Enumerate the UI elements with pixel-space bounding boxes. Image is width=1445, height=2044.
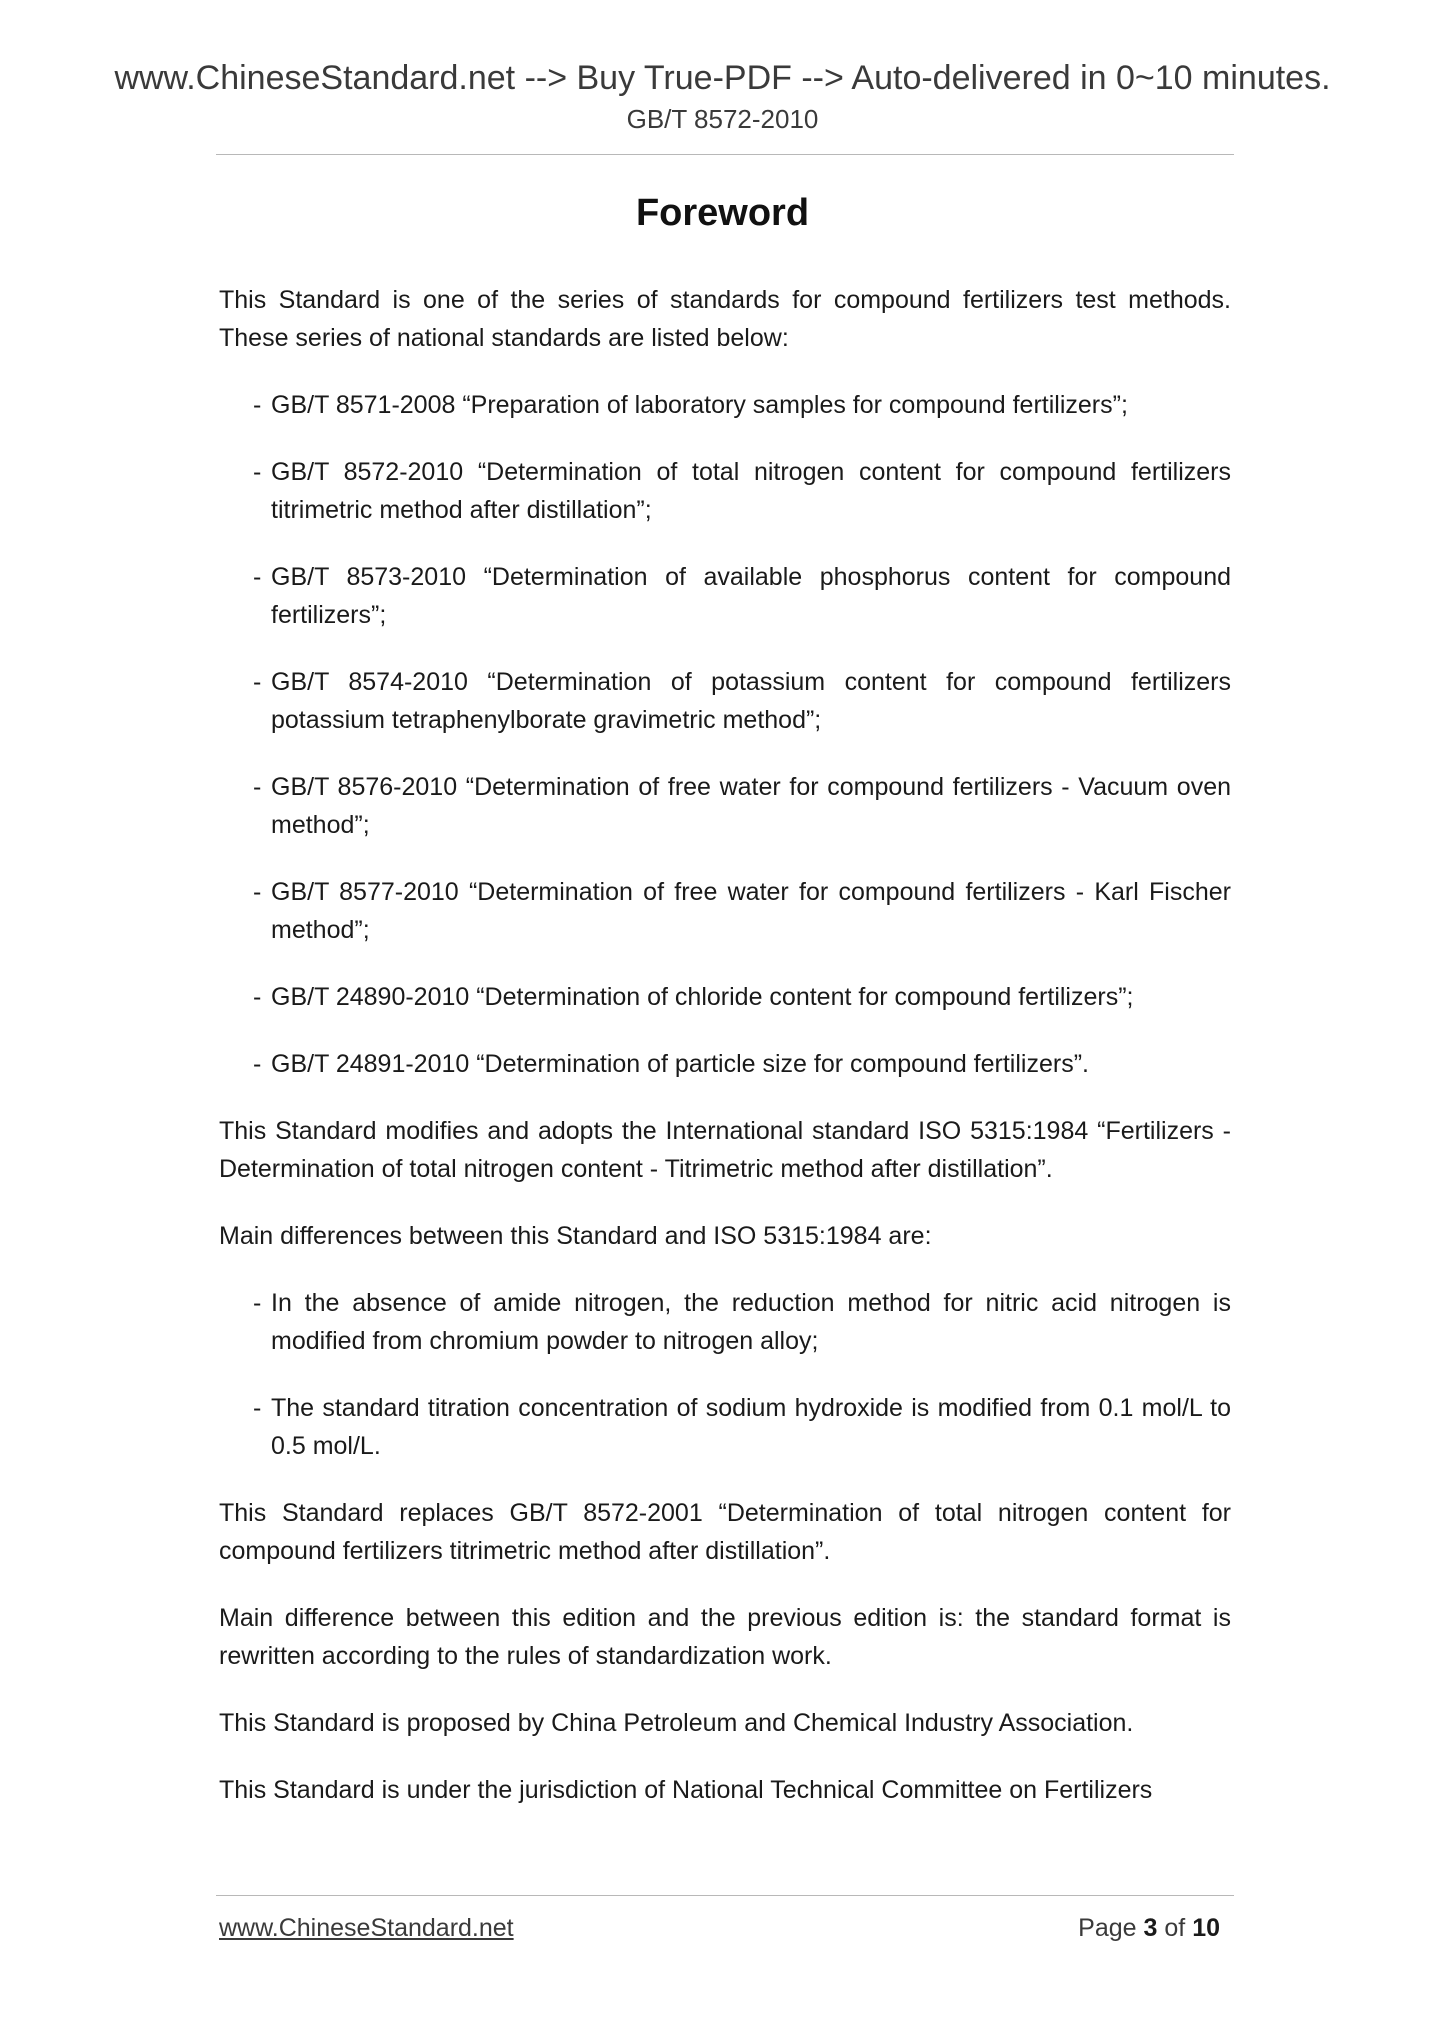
edition-difference-paragraph: Main difference between this edition and the previous edition is: the standard format is rewritten according to the rules of standardization work.: [219, 1604, 1231, 1670]
list-dash: -: [253, 1394, 262, 1422]
list-dash: -: [253, 391, 262, 419]
list-item-text: GB/T 8576-2010 “Determination of free water for compound fertilizers - Vacuum oven method”;: [271, 773, 1231, 839]
page-of: of: [1164, 1914, 1186, 1942]
footer-website-link[interactable]: www.ChineseStandard.net: [219, 1914, 514, 1942]
list-item: [219, 978, 1231, 1016]
list-item: [219, 873, 1231, 949]
list-item: [219, 1284, 1231, 1360]
source-banner: www.ChineseStandard.net --> Buy True-PDF --> Auto-delivered in 0~10 minutes.: [114, 59, 1331, 97]
list-item: [219, 558, 1231, 634]
differences-intro: Main differences between this Standard and ISO 5315:1984 are:: [219, 1222, 932, 1250]
page-total: 10: [1192, 1914, 1220, 1942]
list-item-text: GB/T 24891-2010 “Determination of particle size for compound fertilizers”.: [271, 1050, 1089, 1078]
jurisdiction-paragraph: This Standard is under the jurisdiction of National Technical Committee on Fertilizers: [219, 1776, 1153, 1804]
list-item-text: GB/T 8573-2010 “Determination of available phosphorus content for compound fertilizers”;: [271, 563, 1231, 629]
list-dash: -: [253, 878, 262, 906]
header-divider: [216, 154, 1234, 155]
standard-code: GB/T 8572-2010: [626, 104, 819, 134]
list-item-text: In the absence of amide nitrogen, the reduction method for nitric acid nitrogen is modified from chromium powder to nitrogen alloy;: [271, 1289, 1231, 1355]
replaces-paragraph: This Standard replaces GB/T 8572-2001 “Determination of total nitrogen content for compound fertilizers titrimetric method after distillation”.: [219, 1499, 1231, 1565]
list-item-text: GB/T 8577-2010 “Determination of free water for compound fertilizers - Karl Fischer method”;: [271, 878, 1231, 944]
page-current: 3: [1143, 1914, 1158, 1942]
list-dash: -: [253, 563, 262, 591]
list-dash: -: [253, 1289, 262, 1317]
list-item: [219, 1045, 1231, 1083]
proposed-by-paragraph: This Standard is proposed by China Petroleum and Chemical Industry Association.: [219, 1709, 1134, 1737]
list-dash: -: [253, 668, 262, 696]
list-dash: -: [253, 1050, 262, 1078]
page-number: [1078, 1914, 1220, 1943]
page-title: Foreword: [635, 192, 810, 234]
list-item-text: GB/T 8574-2010 “Determination of potassium content for compound fertilizers potassium tetraphenylborate gravimetric method”;: [271, 668, 1231, 734]
list-item-text: GB/T 24890-2010 “Determination of chloride content for compound fertilizers”;: [271, 983, 1134, 1011]
list-item: [219, 768, 1231, 844]
list-item-text: GB/T 8572-2010 “Determination of total nitrogen content for compound fertilizers titrimetric method after distillation”;: [271, 458, 1231, 524]
list-dash: -: [253, 983, 262, 1011]
adoption-paragraph: This Standard modifies and adopts the International standard ISO 5315:1984 “Fertilizers - Determination of total nitrogen content - Titrimetric method after distillation”.: [219, 1117, 1231, 1183]
list-dash: -: [253, 458, 262, 486]
list-item: [219, 386, 1231, 424]
series-list: [219, 386, 1231, 1083]
list-item: [219, 1389, 1231, 1465]
differences-list: [219, 1284, 1231, 1465]
list-item-text: GB/T 8571-2008 “Preparation of laboratory samples for compound fertilizers”;: [271, 391, 1128, 419]
list-item: [219, 453, 1231, 529]
list-item: [219, 663, 1231, 739]
footer-divider: [216, 1895, 1234, 1896]
list-item-text: The standard titration concentration of sodium hydroxide is modified from 0.1 mol/L to 0.5 mol/L.: [271, 1394, 1231, 1460]
page-label: Page: [1078, 1914, 1137, 1942]
intro-paragraph: This Standard is one of the series of standards for compound fertilizers test methods. These series of national standards are listed below:: [219, 286, 1231, 352]
list-dash: -: [253, 773, 262, 801]
foreword-body: [219, 281, 1231, 1838]
